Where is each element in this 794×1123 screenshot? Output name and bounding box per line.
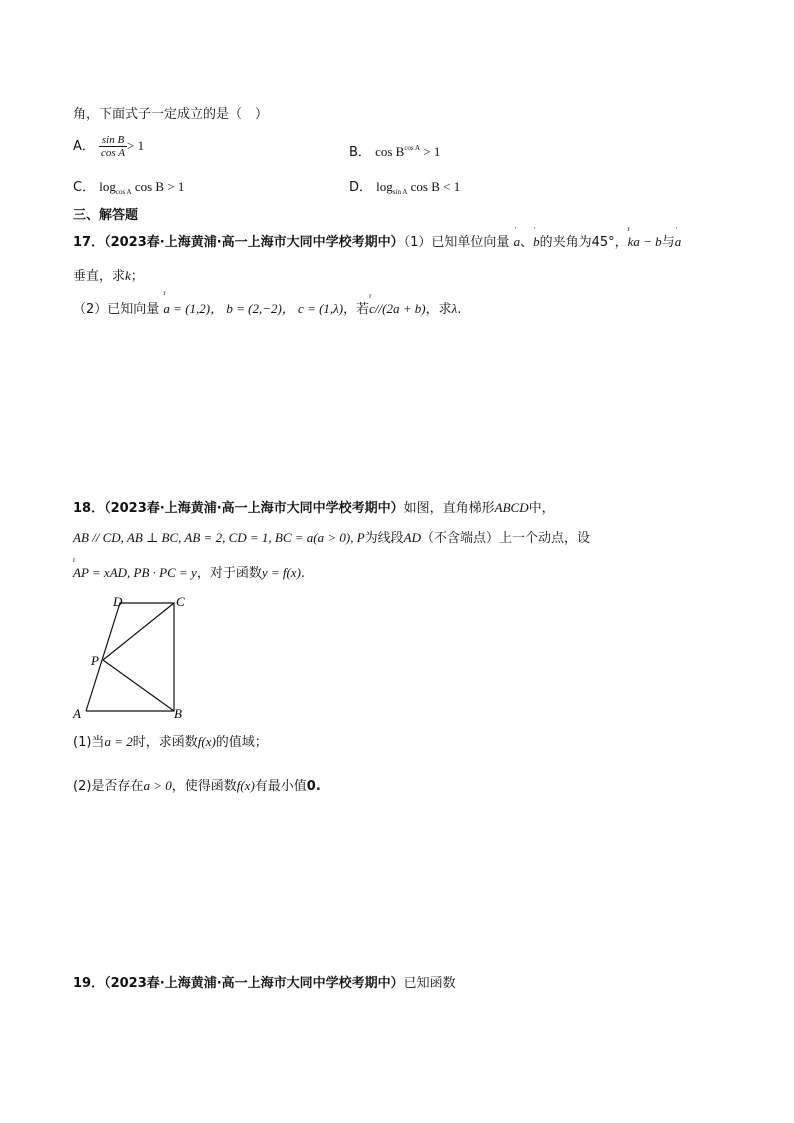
sub-text: 当: [91, 735, 105, 750]
option-log: log: [99, 179, 116, 194]
sub-label: (2): [73, 779, 92, 794]
label-b: B: [174, 706, 182, 720]
sub-cond: a = 2: [104, 734, 133, 749]
option-log: log: [376, 179, 393, 194]
punct: ；: [130, 269, 144, 284]
question-number: 17．: [73, 235, 105, 250]
fraction-numerator: sin B: [99, 134, 127, 147]
segment-pb: [103, 660, 174, 711]
question-source: （2023春·上海黄浦·高一上海市大同中学校考期中）: [104, 976, 404, 991]
sub-zero: 0.: [306, 779, 321, 794]
q17-perp-text: 垂直，求: [73, 269, 126, 284]
q16-stem-tail: 角，下面式子一定成立的是（ ）: [73, 107, 269, 122]
conditions: AB // CD, AB ⊥ BC, AB = 2, CD = 1, BC = a(a > 0), P: [73, 530, 365, 545]
q18-text-end: 中，: [528, 501, 555, 516]
var-lambda: λ: [451, 301, 458, 316]
section-heading: 三、解答题: [73, 208, 139, 223]
option-tail: cos B < 1: [407, 179, 461, 194]
label-d: D: [113, 594, 123, 609]
sub-func: f(x): [197, 734, 216, 749]
vectors-def: r a = (1,2)， b = (2,−2)， c = (1,λ): [163, 298, 343, 317]
sub-func: f(x): [236, 778, 255, 793]
question-number: 19．: [73, 976, 105, 991]
question-source: （2023春·上海黄浦·高一上海市大同中学校考期中）: [104, 501, 404, 516]
q18-sub2: [73, 775, 321, 794]
q18-text: （不含端点）上一个动点，设: [421, 531, 591, 546]
label-p: P: [91, 653, 99, 668]
vector-a: ′ a: [675, 234, 682, 250]
q17-part1-text: （1）已知单位向量: [403, 235, 510, 250]
sub-text: 的值域；: [215, 735, 268, 750]
q18-sub1: [73, 731, 268, 750]
q18-text: ，对于函数: [196, 566, 262, 581]
q18-line2: [73, 527, 590, 546]
sub-text: ，使得函数: [171, 779, 237, 794]
question-number: 18．: [73, 501, 105, 516]
trapezoid-outline: [86, 603, 174, 711]
q16-option-a[interactable]: [73, 134, 144, 159]
q16-option-d[interactable]: [349, 176, 460, 196]
sub-label: (1): [73, 735, 92, 750]
label-a: A: [73, 706, 81, 720]
var-k: k: [125, 268, 131, 283]
function: y = f(x): [261, 565, 301, 580]
question-source: （2023春·上海黄浦·高一上海市大同中学校考期中）: [104, 235, 404, 250]
q18-line1: [73, 497, 555, 516]
q19-text: 已知函数: [403, 976, 456, 991]
punct: .: [300, 566, 306, 581]
sub-text: 有最小值: [254, 779, 307, 794]
q16-option-c[interactable]: [73, 176, 184, 196]
option-expr: cos B: [375, 144, 405, 159]
separator: 、: [520, 235, 534, 250]
option-tail: cos B > 1: [131, 179, 185, 194]
vector-a: ′ a: [514, 234, 521, 250]
q18-text: 为线段: [364, 531, 404, 546]
sub-text: 是否存在: [91, 779, 144, 794]
q19-line1: [73, 972, 456, 991]
q18-text: 如图，直角梯形: [403, 501, 495, 516]
sub-cond: a > 0: [143, 778, 172, 793]
q18-line3: [73, 562, 305, 581]
parallel-cond: r c//(2a + b): [369, 301, 425, 317]
q17-part1-with: 与: [661, 235, 675, 250]
q17-part1-angle: 的夹角为45°，: [539, 235, 628, 250]
q16-option-b[interactable]: [349, 141, 440, 160]
option-sup: cos A: [404, 144, 421, 152]
option-sub: cos A: [115, 188, 132, 196]
fraction: [99, 134, 127, 159]
punct: .: [457, 302, 462, 317]
q17-line2: [73, 265, 144, 284]
vector-expr: r ka − b: [628, 234, 662, 250]
q17-part2-text: （2）已知向量: [73, 302, 160, 317]
option-label: D．: [349, 180, 373, 195]
option-label: B．: [349, 145, 371, 160]
option-label: C．: [73, 180, 96, 195]
trapezoid-figure: [70, 590, 190, 720]
vector-defs: r AP = xAD, PB · PC = y: [73, 565, 197, 581]
vector-b: ′ b: [533, 234, 540, 250]
sub-text: 时，求函数: [132, 735, 198, 750]
q17-line1: [73, 231, 681, 250]
option-expr-tail: > 1: [126, 138, 145, 153]
option-tail: > 1: [420, 144, 441, 159]
segment-pc: [103, 603, 174, 660]
option-label: A．: [73, 139, 95, 154]
trapezoid-name: ABCD: [494, 500, 529, 515]
q17-part2-find: ，求: [425, 302, 452, 317]
q17-line3: [73, 298, 461, 317]
segment-ad: AD: [403, 530, 422, 545]
option-sub: sin A: [392, 188, 408, 196]
label-c: C: [176, 594, 185, 609]
q17-part2-if: ，若: [343, 302, 370, 317]
fraction-denominator: cos A: [101, 147, 125, 159]
